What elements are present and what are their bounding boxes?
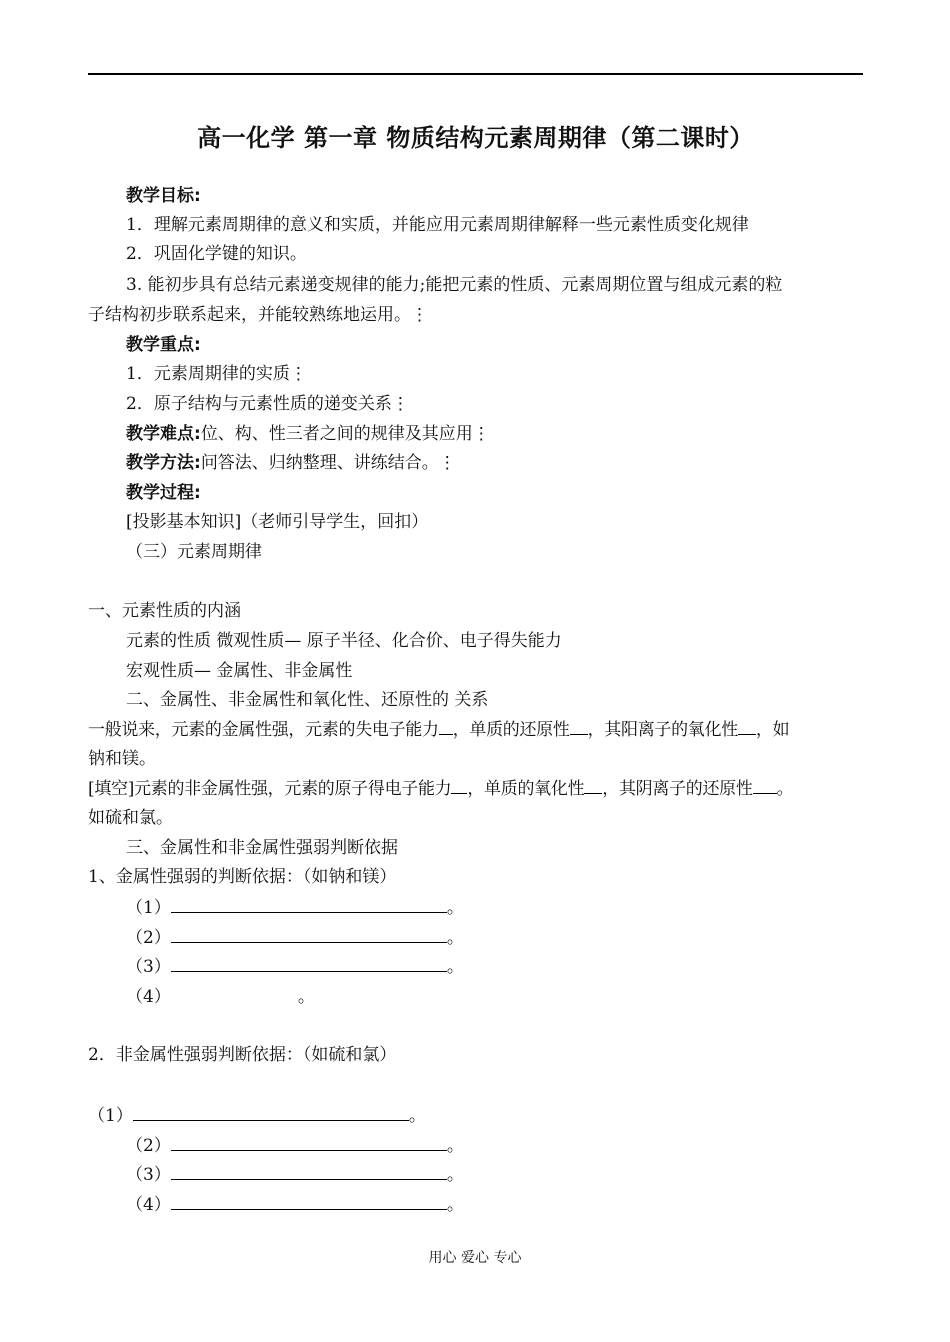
metal-criterion-2 xyxy=(126,926,464,950)
p1-text-c: ，其阳离子的氧化性 xyxy=(587,720,738,740)
section2-para2-line1 xyxy=(88,777,793,801)
item-number: （4） xyxy=(126,1195,171,1215)
fill-blank[interactable] xyxy=(753,777,777,794)
p1-text-d: ，如 xyxy=(755,720,790,740)
answer-blank[interactable] xyxy=(171,926,447,943)
p2-text-d: 。 xyxy=(776,779,794,799)
answer-blank[interactable] xyxy=(133,1104,409,1121)
answer-blank[interactable] xyxy=(171,1134,447,1151)
metal-criteria-heading: 1、金属性强弱的判断依据：（如钠和镁） xyxy=(88,867,397,887)
page-footer: 用心 爱心 专心 xyxy=(428,1250,522,1266)
metal-criterion-1 xyxy=(126,896,464,920)
section2-heading: 二、金属性、非金属性和氧化性、还原性的 关系 xyxy=(126,690,489,710)
difficulty-label: 教学难点: xyxy=(126,424,201,444)
nonmetal-criterion-1 xyxy=(88,1104,426,1128)
item-number: （3） xyxy=(126,1165,171,1185)
objective-3-line-1: 3. 能初步具有总结元素递变规律的能力;能把元素的性质、元素周期位置与组成元素的粒 xyxy=(126,275,783,295)
end-mark: 。 xyxy=(446,1195,464,1215)
fill-blank[interactable] xyxy=(738,718,756,735)
keypoint-2: 2．原子结构与元素性质的递变关系⋮ xyxy=(126,394,409,414)
metal-criterion-3 xyxy=(126,955,464,979)
keypoints-label: 教学重点: xyxy=(126,335,201,355)
end-mark: 。 xyxy=(446,957,464,977)
nonmetal-criteria-heading: 2．非金属性强弱判断依据：（如硫和氯） xyxy=(88,1045,397,1065)
answer-blank[interactable] xyxy=(171,1193,447,1210)
p2-text-b: ，单质的氧化性 xyxy=(467,779,585,799)
objectives-label: 教学目标: xyxy=(126,186,201,206)
method-text: 问答法、归纳整理、讲练结合。⋮ xyxy=(200,453,456,473)
page-title: 高一化学 第一章 物质结构元素周期律（第二课时） xyxy=(197,124,754,152)
method-row xyxy=(126,451,456,475)
method-label: 教学方法: xyxy=(126,453,201,473)
difficulty-row xyxy=(126,422,490,446)
fill-blank[interactable] xyxy=(584,777,602,794)
difficulty-text: 位、构、性三者之间的规律及其应用⋮ xyxy=(200,424,490,444)
fill-blank[interactable] xyxy=(439,718,453,735)
item-number: （1） xyxy=(126,898,171,918)
header-rule xyxy=(88,73,863,75)
answer-blank[interactable] xyxy=(171,896,447,913)
end-mark: 。 xyxy=(408,1106,426,1126)
section1-line-1: 元素的性质 微观性质— 原子半径、化合价、电子得失能力 xyxy=(126,631,562,651)
p1-text-b: ，单质的还原性 xyxy=(452,720,570,740)
fill-blank[interactable] xyxy=(570,718,588,735)
objective-3-line-2: 子结构初步联系起来，并能较熟练地运用。⋮ xyxy=(88,305,428,325)
section3-heading: 三、金属性和非金属性强弱判断依据 xyxy=(126,838,398,858)
item-number: （4） xyxy=(126,987,171,1007)
fill-blank[interactable] xyxy=(451,777,467,794)
objective-1: 1．理解元素周期律的意义和实质，并能应用元素周期律解释一些元素性质变化规律 xyxy=(126,215,749,235)
section2-para1-line2: 钠和镁。 xyxy=(88,749,156,769)
objective-2: 2．巩固化学键的知识。 xyxy=(126,244,307,264)
item-number: （2） xyxy=(126,928,171,948)
metal-criterion-4 xyxy=(126,985,315,1009)
end-mark: 。 xyxy=(446,928,464,948)
item-number: （2） xyxy=(126,1136,171,1156)
answer-blank[interactable] xyxy=(171,955,447,972)
end-mark: 。 xyxy=(446,898,464,918)
section2-para2-line2: 如硫和氯。 xyxy=(88,808,173,828)
section1-line-2: 宏观性质— 金属性、非金属性 xyxy=(126,661,353,681)
process-label: 教学过程: xyxy=(126,483,201,503)
p1-text-a: 一般说来，元素的金属性强，元素的失电子能力 xyxy=(88,720,439,740)
end-mark: 。 xyxy=(297,987,315,1007)
nonmetal-criterion-3 xyxy=(126,1163,464,1187)
item-number: （3） xyxy=(126,957,171,977)
section2-para1-line1 xyxy=(88,718,789,742)
answer-blank[interactable] xyxy=(171,1163,447,1180)
keypoint-1: 1．元素周期律的实质⋮ xyxy=(126,364,307,384)
end-mark: 。 xyxy=(446,1136,464,1156)
process-line-2: （三）元素周期律 xyxy=(126,542,262,562)
nonmetal-criterion-4 xyxy=(126,1193,464,1217)
p2-text-a: [填空]元素的非金属性强，元素的原子得电子能力 xyxy=(88,779,452,799)
end-mark: 。 xyxy=(446,1165,464,1185)
nonmetal-criterion-2 xyxy=(126,1134,464,1158)
section1-heading: 一、元素性质的内涵 xyxy=(88,601,241,621)
process-line-1: [投影基本知识]（老师引导学生，回扣） xyxy=(126,512,429,532)
p2-text-c: ，其阴离子的还原性 xyxy=(602,779,753,799)
item-number: （1） xyxy=(88,1106,133,1126)
